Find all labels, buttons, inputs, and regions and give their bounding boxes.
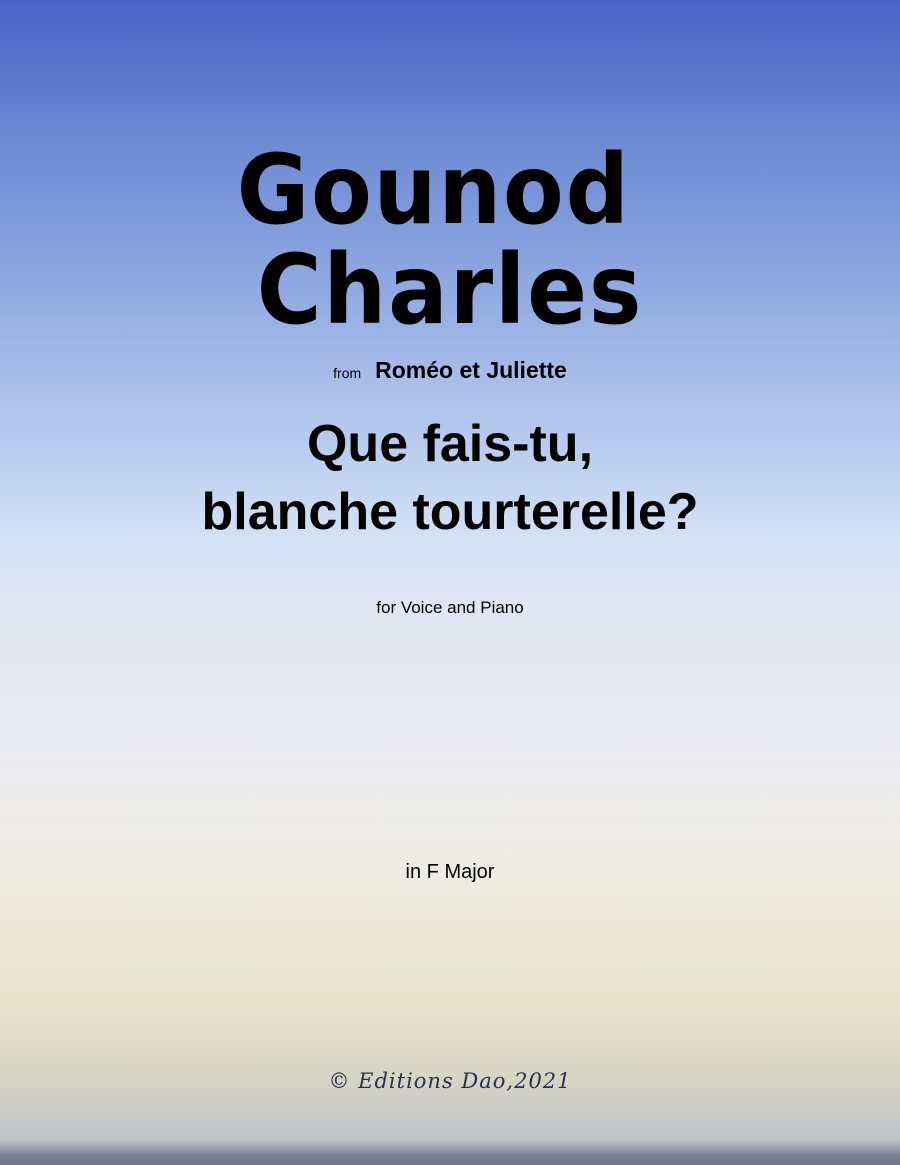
title-line-1: Que fais-tu,: [306, 415, 594, 473]
title-line-2: blanche tourterelle?: [201, 483, 699, 541]
composer-name: [36, 134, 864, 346]
piece-title: [0, 410, 900, 546]
copyright-notice: © Editions Dao,2021: [328, 1069, 572, 1093]
instrumentation: for Voice and Piano: [376, 598, 524, 617]
composer-first-name: Gounod: [236, 134, 631, 246]
source-work: Roméo et Juliette: [375, 357, 567, 383]
composer-last-name: Charles: [256, 234, 644, 346]
source-line: [0, 357, 900, 386]
source-prefix: from: [333, 365, 362, 381]
key-signature: in F Major: [405, 861, 495, 883]
